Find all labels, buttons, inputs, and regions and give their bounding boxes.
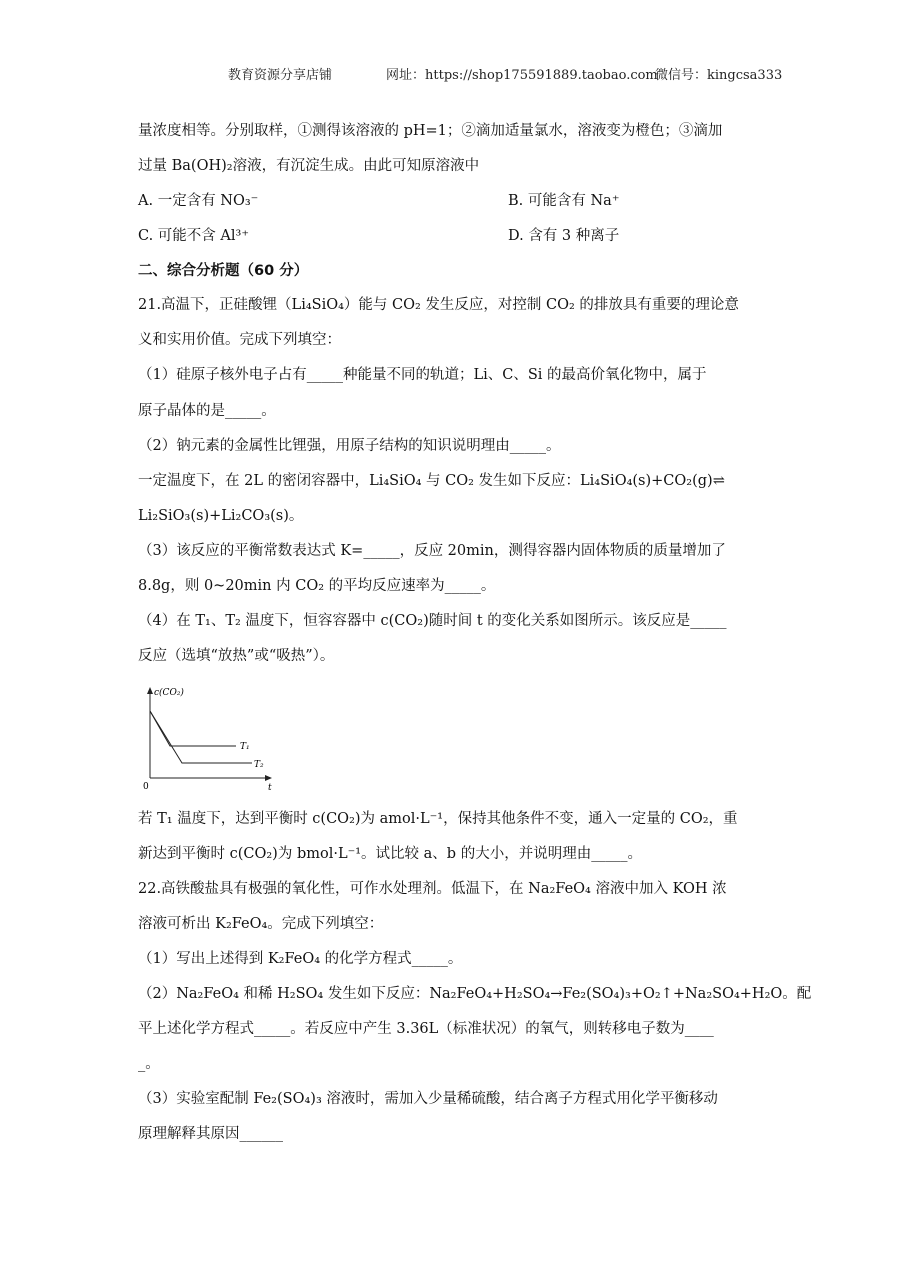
t1-label: T₁: [240, 742, 250, 752]
t2-label: T₂: [254, 760, 264, 770]
origin-label: 0: [143, 782, 149, 792]
y-axis-label: c(CO₂): [154, 688, 184, 698]
q22-line-2: 溶液可析出 K₂FeO₄。完成下列填空：: [138, 916, 384, 932]
concentration-time-graph: [140, 683, 280, 793]
header-store: 教育资源分享店铺: [228, 68, 333, 83]
q21-line-12: 若 T₁ 温度下，达到平衡时 c(CO₂)为 amol·L⁻¹，保持其他条件不变，通入一定量的 CO₂，重: [138, 811, 738, 827]
q22-line-7: （3）实验室配制 Fe₂(SO₄)₃ 溶液时，需加入少量稀硫酸，结合离子方程式用化学平衡移动: [138, 1091, 718, 1107]
q22-line-6: _。: [138, 1056, 160, 1072]
curve-t1: [150, 711, 236, 746]
header-wechat: 微信号：kingcsa333: [655, 68, 783, 83]
q20-line-2: 过量 Ba(OH)₂溶液，有沉淀生成。由此可知原溶液中: [138, 158, 480, 174]
q20-option-a: A. 一定含有 NO₃⁻: [138, 193, 259, 209]
q21-line-8: （3）该反应的平衡常数表达式 K=_____，反应 20min，测得容器内固体物质的质量增加了: [138, 543, 726, 559]
x-axis-label: t: [268, 783, 272, 793]
q22-line-3: （1）写出上述得到 K₂FeO₄ 的化学方程式_____。: [138, 951, 463, 967]
y-axis-arrow: [147, 687, 153, 694]
q22-line-4: （2）Na₂FeO₄ 和稀 H₂SO₄ 发生如下反应：Na₂FeO₄+H₂SO₄→Fe₂(SO₄)₃+O₂↑+Na₂SO₄+H₂O。配: [138, 986, 812, 1002]
q20-option-d: D. 含有 3 种离子: [508, 228, 620, 244]
q20-option-c: C. 可能不含 Al³⁺: [138, 228, 249, 244]
q22-line-8: 原理解释其原因______: [138, 1126, 283, 1142]
q20-option-b: B. 可能含有 Na⁺: [508, 193, 620, 209]
q22-line-5: 平上述化学方程式_____。若反应中产生 3.36L（标准状况）的氧气，则转移电子数为____: [138, 1021, 714, 1037]
q21-line-7: Li₂SiO₃(s)+Li₂CO₃(s)。: [138, 508, 304, 524]
q21-line-13: 新达到平衡时 c(CO₂)为 bmol·L⁻¹。试比较 a、b 的大小，并说明理由_____。: [138, 846, 642, 862]
q21-line-6: 一定温度下，在 2L 的密闭容器中，Li₄SiO₄ 与 CO₂ 发生如下反应：Li₄SiO₄(s)+CO₂(g)⇌: [138, 473, 725, 489]
q21-line-4: 原子晶体的是_____。: [138, 403, 276, 419]
q22-line-1: 22.高铁酸盐具有极强的氧化性，可作水处理剂。低温下，在 Na₂FeO₄ 溶液中加入 KOH 浓: [138, 881, 727, 897]
q21-line-3: （1）硅原子核外电子占有_____种能量不同的轨道；Li、C、Si 的最高价氧化物中，属于: [138, 367, 707, 383]
q21-line-5: （2）钠元素的金属性比锂强，用原子结构的知识说明理由_____。: [138, 438, 561, 454]
header-url: 网址：https://shop175591889.taobao.com: [386, 68, 658, 83]
q21-line-11: 反应（选填“放热”或“吸热”）。: [138, 648, 335, 664]
section-title: 二、综合分析题（60 分）: [138, 263, 309, 279]
x-axis-arrow: [265, 775, 272, 781]
q21-line-9: 8.8g，则 0~20min 内 CO₂ 的平均反应速率为_____。: [138, 578, 496, 594]
q21-line-1: 21.高温下，正硅酸锂（Li₄SiO₄）能与 CO₂ 发生反应，对控制 CO₂ 的排放具有重要的理论意: [138, 297, 739, 313]
q20-line-1: 量浓度相等。分别取样，①测得该溶液的 pH=1；②滴加适量氯水，溶液变为橙色；③滴加: [138, 123, 723, 139]
q21-line-10: （4）在 T₁、T₂ 温度下，恒容容器中 c(CO₂)随时间 t 的变化关系如图所示。该反应是_____: [138, 613, 727, 629]
q21-line-2: 义和实用价值。完成下列填空：: [138, 332, 341, 348]
